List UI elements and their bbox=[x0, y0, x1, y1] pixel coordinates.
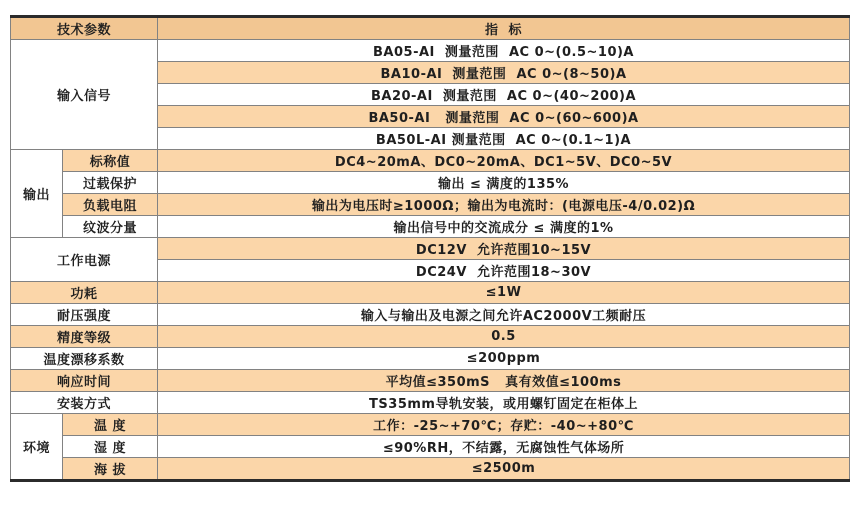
consumption-value: ≤1W bbox=[158, 282, 850, 304]
row-nominal bbox=[11, 150, 850, 172]
row-accuracy bbox=[11, 326, 850, 348]
dc12-value: DC12V 允许范围10~15V bbox=[158, 238, 850, 260]
withstand-value: 输入与输出及电源之间允许AC2000V工频耐压 bbox=[158, 304, 850, 326]
overload-value: 输出 ≤ 满度的135% bbox=[158, 172, 850, 194]
drift-label: 温度漂移系数 bbox=[11, 348, 158, 370]
load-resistance-label: 负载电阻 bbox=[63, 194, 158, 216]
ripple-value: 输出信号中的交流成分 ≤ 满度的1% bbox=[158, 216, 850, 238]
humidity-value: ≤90%RH，不结露，无腐蚀性气体场所 bbox=[158, 436, 850, 458]
load-resistance-value: 输出为电压时≥1000Ω；输出为电流时：(电源电压-4/0.02)Ω bbox=[158, 194, 850, 216]
accuracy-value: 0.5 bbox=[158, 326, 850, 348]
drift-value: ≤200ppm bbox=[158, 348, 850, 370]
temperature-label: 温 度 bbox=[63, 414, 158, 436]
row-ripple bbox=[11, 216, 850, 238]
spec-table-container bbox=[10, 15, 850, 482]
ba50-range-cell: BA50-AI 测量范围 AC 0~(60~600)A bbox=[158, 106, 850, 128]
row-overload bbox=[11, 172, 850, 194]
row-response bbox=[11, 370, 850, 392]
dc24-value: DC24V 允许范围18~30V bbox=[158, 260, 850, 282]
row-ba05 bbox=[11, 40, 850, 62]
row-altitude bbox=[11, 458, 850, 481]
row-withstand bbox=[11, 304, 850, 326]
row-humidity bbox=[11, 436, 850, 458]
row-dc12 bbox=[11, 238, 850, 260]
response-label: 响应时间 bbox=[11, 370, 158, 392]
response-value: 平均值≤350mS 真有效值≤100ms bbox=[158, 370, 850, 392]
temperature-value: 工作：-25~+70℃；存贮：-40~+80℃ bbox=[158, 414, 850, 436]
row-temperature bbox=[11, 414, 850, 436]
group-working-power: 工作电源 bbox=[11, 238, 158, 282]
altitude-value: ≤2500m bbox=[158, 458, 850, 481]
row-consumption bbox=[11, 282, 850, 304]
ba05-range-cell: BA05-AI 测量范围 AC 0~(0.5~10)A bbox=[158, 40, 850, 62]
accuracy-label: 精度等级 bbox=[11, 326, 158, 348]
row-drift bbox=[11, 348, 850, 370]
nominal-label: 标称值 bbox=[63, 150, 158, 172]
row-load-resistance bbox=[11, 194, 850, 216]
header-param-label: 技术参数 bbox=[11, 17, 158, 40]
withstand-label: 耐压强度 bbox=[11, 304, 158, 326]
group-output: 输出 bbox=[11, 150, 63, 238]
spec-table bbox=[10, 15, 850, 482]
ba10-range-cell: BA10-AI 测量范围 AC 0~(8~50)A bbox=[158, 62, 850, 84]
humidity-label: 湿 度 bbox=[63, 436, 158, 458]
row-mounting bbox=[11, 392, 850, 414]
ba50l-range-cell: BA50L-AI 测量范围 AC 0~(0.1~1)A bbox=[158, 128, 850, 150]
consumption-label: 功耗 bbox=[11, 282, 158, 304]
header-index-label: 指 标 bbox=[158, 17, 850, 40]
mounting-label: 安装方式 bbox=[11, 392, 158, 414]
overload-label: 过载保护 bbox=[63, 172, 158, 194]
group-input-signal: 输入信号 bbox=[11, 40, 158, 150]
nominal-value: DC4~20mA、DC0~20mA、DC1~5V、DC0~5V bbox=[158, 150, 850, 172]
ripple-label: 纹波分量 bbox=[63, 216, 158, 238]
ba20-range-cell: BA20-AI 测量范围 AC 0~(40~200)A bbox=[158, 84, 850, 106]
header-row bbox=[11, 17, 850, 40]
mounting-value: TS35mm导轨安装，或用螺钉固定在柜体上 bbox=[158, 392, 850, 414]
altitude-label: 海 拔 bbox=[63, 458, 158, 481]
group-environment: 环境 bbox=[11, 414, 63, 481]
